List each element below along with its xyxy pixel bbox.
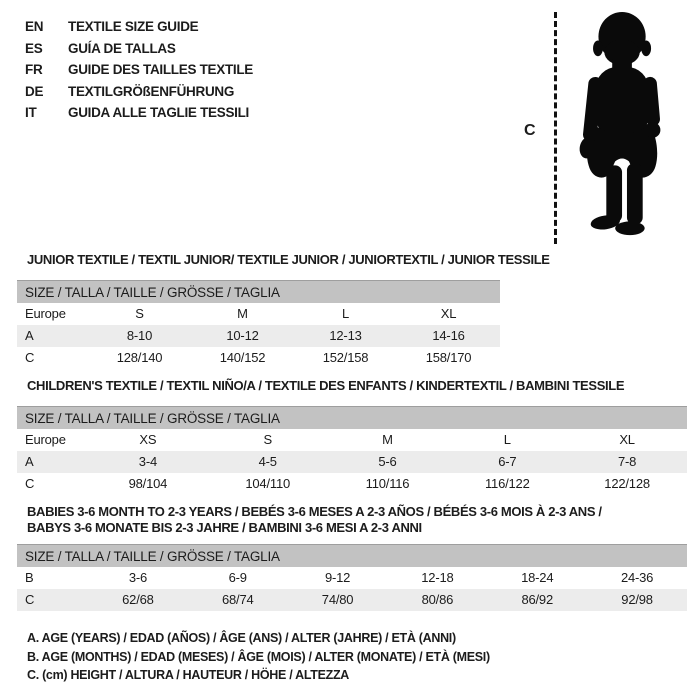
height-cell: 86/92 xyxy=(487,589,587,611)
size-cell: L xyxy=(341,306,350,321)
height-cell: 92/98 xyxy=(587,589,687,611)
row-label: Europe xyxy=(25,432,66,447)
height-cell: 74/80 xyxy=(288,589,388,611)
height-cell: 128/140 xyxy=(116,350,163,365)
row-label: C xyxy=(25,476,35,491)
junior-size-table xyxy=(17,280,500,369)
language-list xyxy=(25,16,253,124)
size-cell: S xyxy=(263,432,272,447)
height-cell: 80/86 xyxy=(387,589,487,611)
table-row xyxy=(17,589,687,611)
height-cell: 158/170 xyxy=(425,350,472,365)
language-title: GUIDA ALLE TAGLIE TESSILI xyxy=(68,105,249,120)
size-figure xyxy=(520,6,690,250)
height-cell: 110/116 xyxy=(365,476,410,491)
age-cell: 12-18 xyxy=(421,570,454,585)
top-section xyxy=(0,0,700,252)
size-cell: XS xyxy=(139,432,157,447)
age-cell: 3-6 xyxy=(128,570,148,585)
language-code: ES xyxy=(25,40,43,56)
language-row xyxy=(25,59,253,81)
language-title: GUÍA DE TALLAS xyxy=(68,40,176,56)
size-cell: M xyxy=(382,432,393,447)
size-cell: M xyxy=(237,306,248,321)
height-measure-dashed-line xyxy=(554,12,557,244)
row-label: Europe xyxy=(25,306,66,321)
language-title: TEXTILGRÖßENFÜHRUNG xyxy=(68,83,235,99)
size-header-bar: SIZE / TALLA / TAILLE / GRÖSSE / TAGLIA xyxy=(17,281,500,304)
size-cell: XL xyxy=(440,306,457,321)
height-cell: 122/128 xyxy=(604,476,650,491)
size-header-bar: SIZE / TALLA / TAILLE / GRÖSSE / TAGLIA xyxy=(17,545,687,568)
size-cell: S xyxy=(135,306,144,321)
row-label: A xyxy=(17,451,88,473)
children-size-table xyxy=(17,406,687,495)
age-cell: 18-24 xyxy=(521,570,554,585)
age-cell: 14-16 xyxy=(397,325,500,347)
babies-textile-section xyxy=(17,504,700,611)
footnote-c: C. (cm) HEIGHT / ALTURA / HAUTEUR / HÖHE / ALTEZZA xyxy=(27,668,350,682)
footnote-a: A. AGE (YEARS) / EDAD (AÑOS) / ÂGE (ANS) / ALTER (JAHRE) / ETÀ (ANNI) xyxy=(27,631,456,645)
table-row xyxy=(17,567,687,589)
toddler-silhouette-icon xyxy=(566,8,684,248)
table-row xyxy=(17,325,500,347)
babies-title-line-1: BABIES 3-6 MONTH TO 2-3 YEARS / BEBÉS 3-6 MESES A 2-3 AÑOS / BÉBÉS 3-6 MOIS À 2-3 ANS / xyxy=(27,504,602,519)
language-row xyxy=(25,102,253,124)
size-cell: XL xyxy=(619,432,635,447)
table-row xyxy=(17,473,687,495)
age-cell: 4-5 xyxy=(208,451,328,473)
language-row xyxy=(25,38,253,60)
junior-textile-section xyxy=(17,252,700,369)
language-row xyxy=(25,16,253,38)
table-row xyxy=(17,451,687,473)
junior-table-title: JUNIOR TEXTILE / TEXTIL JUNIOR/ TEXTILE JUNIOR / JUNIORTEXTIL / JUNIOR TESSILE xyxy=(27,252,550,267)
language-code: IT xyxy=(25,105,37,120)
language-code: FR xyxy=(25,62,43,77)
height-measure-label: C xyxy=(524,122,536,139)
age-cell: 24-36 xyxy=(620,570,654,585)
age-cell: 7-8 xyxy=(567,451,687,473)
height-cell: 98/104 xyxy=(128,476,168,491)
size-cell: L xyxy=(503,432,511,447)
language-title: TEXTILE SIZE GUIDE xyxy=(68,19,199,34)
babies-table-title xyxy=(27,504,700,536)
age-cell: 10-12 xyxy=(191,325,294,347)
height-cell: 62/68 xyxy=(88,589,188,611)
age-cell: 5-6 xyxy=(328,451,448,473)
footnote-b: B. AGE (MONTHS) / EDAD (MESES) / ÂGE (MOIS) / ALTER (MONATE) / ETÀ (MESI) xyxy=(27,649,490,664)
language-row xyxy=(25,81,253,103)
language-code: DE xyxy=(25,83,44,99)
height-cell: 140/152 xyxy=(219,350,266,365)
row-label: C xyxy=(17,589,88,611)
age-cell: 6-7 xyxy=(447,451,567,473)
babies-size-table xyxy=(17,544,687,611)
height-cell: 152/158 xyxy=(322,350,369,365)
age-cell: 9-12 xyxy=(324,570,351,585)
age-cell: 6-9 xyxy=(228,570,247,585)
row-label: A xyxy=(17,325,88,347)
row-label: B xyxy=(25,570,34,585)
size-header-bar: SIZE / TALLA / TAILLE / GRÖSSE / TAGLIA xyxy=(17,407,687,430)
children-table-title: CHILDREN'S TEXTILE / TEXTIL NIÑO/A / TEXTILE DES ENFANTS / KINDERTEXTIL / BAMBINI TESSILE xyxy=(27,378,625,393)
height-cell: 104/110 xyxy=(245,476,291,491)
age-cell: 3-4 xyxy=(88,451,208,473)
age-cell: 12-13 xyxy=(294,325,397,347)
height-cell: 116/122 xyxy=(484,476,530,491)
age-cell: 8-10 xyxy=(88,325,191,347)
footnotes xyxy=(27,629,700,685)
table-row xyxy=(17,347,500,369)
table-row xyxy=(17,303,500,325)
row-label: C xyxy=(25,350,35,365)
babies-title-line-2: BABYS 3-6 MONATE BIS 2-3 JAHRE / BAMBINI 3-6 MESI A 2-3 ANNI xyxy=(27,520,422,535)
language-code: EN xyxy=(25,19,44,34)
language-title: GUIDE DES TAILLES TEXTILE xyxy=(68,62,254,77)
table-row xyxy=(17,429,687,451)
height-cell: 68/74 xyxy=(188,589,288,611)
children-textile-section xyxy=(17,378,700,495)
